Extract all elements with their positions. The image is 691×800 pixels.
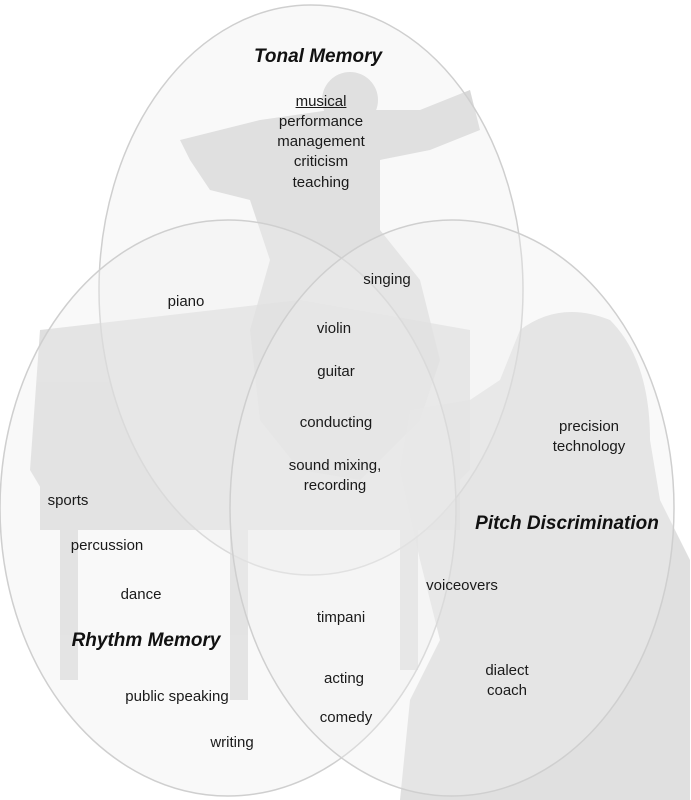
list-item-teaching: teaching (292, 174, 350, 191)
label-precision: precision (558, 418, 620, 435)
label-dialect: dialect (485, 662, 529, 679)
musical-heading: musical (295, 93, 347, 110)
label-violin: violin (316, 320, 352, 337)
label-technology: technology (552, 438, 626, 455)
label-sound-mixing: sound mixing, (288, 457, 382, 474)
label-sports: sports (47, 492, 89, 509)
label-dance: dance (120, 586, 162, 603)
label-conducting: conducting (299, 414, 373, 431)
label-guitar: guitar (317, 363, 355, 380)
label-piano: piano (167, 293, 205, 310)
label-timpani: timpani (316, 609, 366, 626)
label-percussion: percussion (70, 537, 144, 554)
label-recording: recording (303, 477, 367, 494)
list-item-management: management (277, 133, 365, 150)
rhythm-memory-title: Rhythm Memory (71, 630, 221, 651)
label-coach: coach (486, 682, 528, 699)
label-acting: acting (323, 670, 365, 687)
label-writing: writing (210, 734, 254, 751)
label-voiceovers: voiceovers (426, 577, 498, 594)
pitch-discrimination-title: Pitch Discrimination (475, 513, 659, 534)
label-comedy: comedy (319, 709, 373, 726)
list-item-criticism: criticism (293, 153, 349, 170)
label-public-speaking: public speaking (125, 688, 229, 705)
label-singing: singing (363, 271, 411, 288)
pitch-discrimination-circle (230, 220, 674, 796)
tonal-memory-title: Tonal Memory (253, 46, 383, 67)
list-item-performance: performance (278, 113, 364, 130)
